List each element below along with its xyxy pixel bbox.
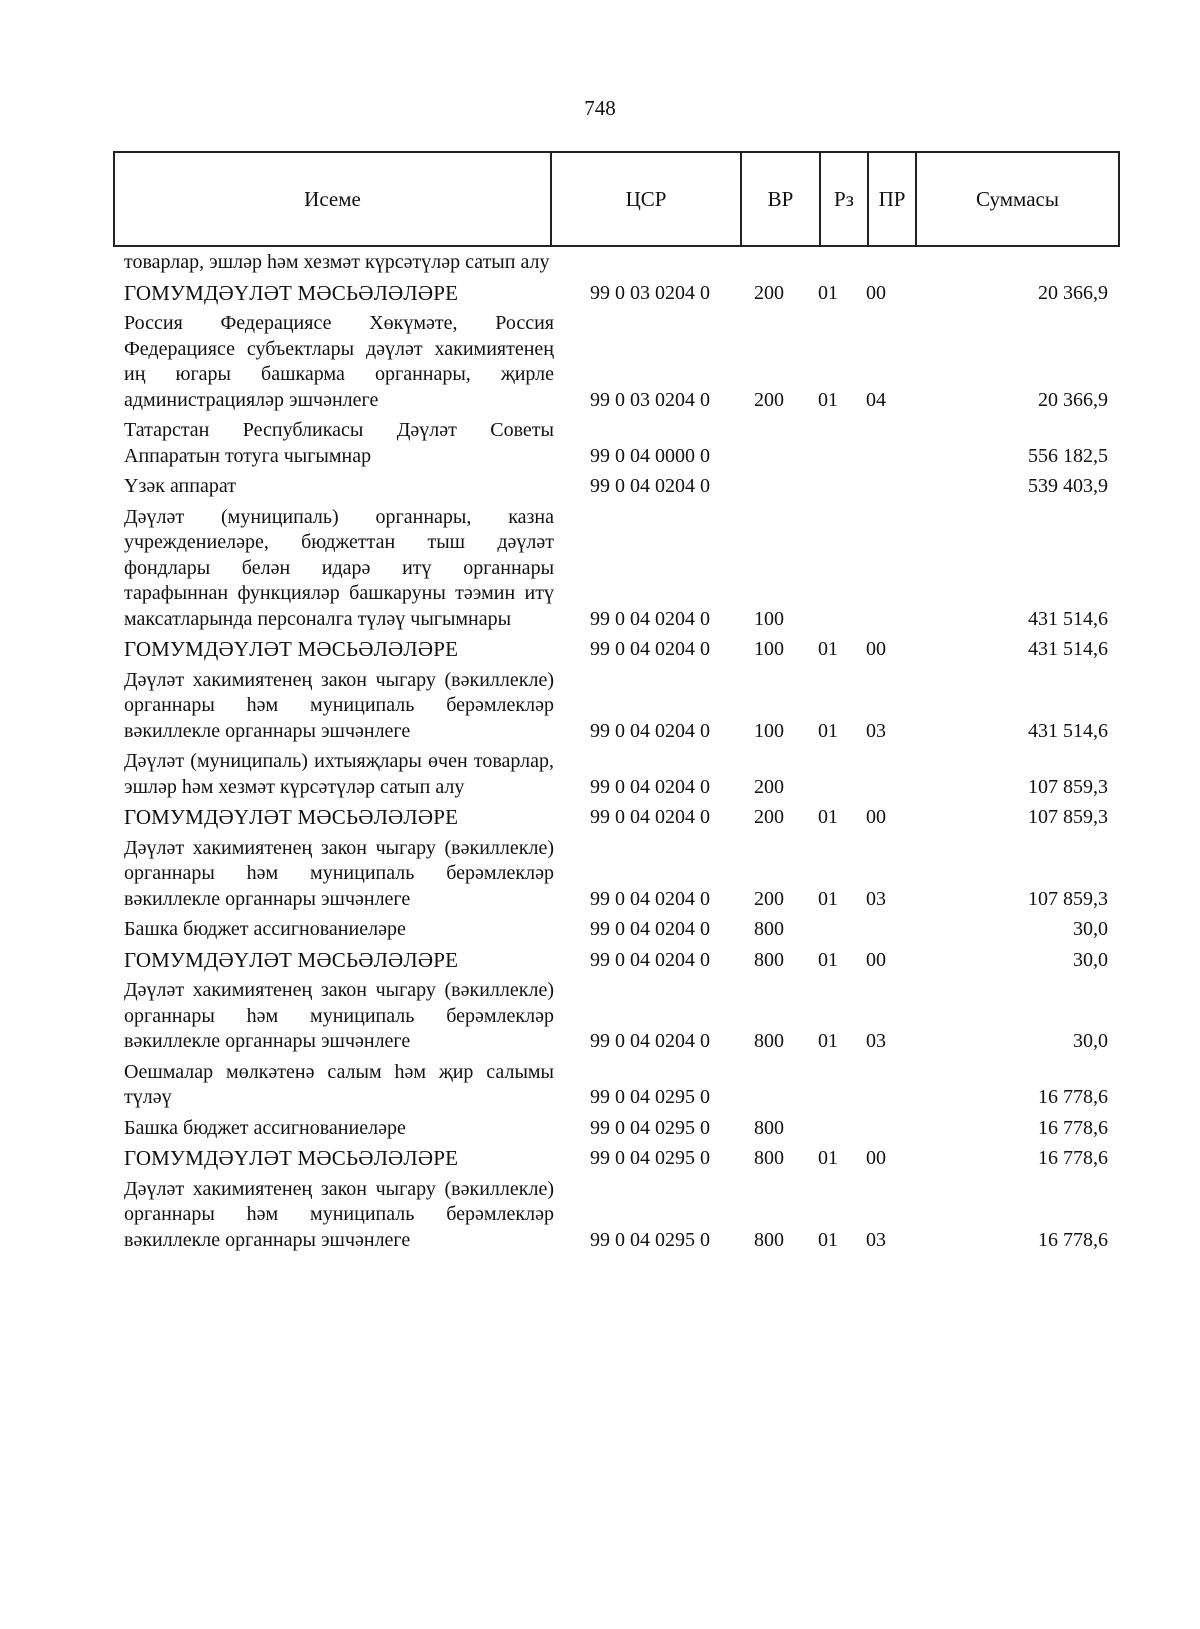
row-sum: 431 514,6: [1028, 607, 1108, 630]
table-row: [124, 505, 1120, 633]
table-row: [124, 978, 1120, 1055]
row-vr: 200: [754, 281, 784, 304]
row-vr: 800: [754, 1116, 784, 1139]
row-name: Башка бюджет ассигнованиеләре: [124, 918, 406, 940]
column-header-name: Исеме: [115, 153, 552, 245]
table-row: [124, 311, 1120, 413]
row-csr: 99 0 04 0204 0: [590, 918, 710, 940]
row-sum: 30,0: [1073, 948, 1108, 971]
row-name: ГОМУМДӘҮЛӘТ МӘСЬӘЛӘЛӘРЕ: [124, 280, 459, 305]
row-vr: 800: [754, 1228, 784, 1251]
row-name: Үзәк аппарат: [124, 475, 236, 497]
row-name: Россия Федерациясе Хөкүмәте, Россия Федерациясе субъектлары дәүләт хакимиятенең иң югары башкарма органнары, җирле администрацияләр эшчәнлеге: [124, 312, 554, 411]
table-body: [124, 250, 1120, 1253]
table-row: [124, 1177, 1120, 1254]
row-name: Башка бюджет ассигнованиеләре: [124, 1116, 406, 1139]
row-name: ГОМУМДӘҮЛӘТ МӘСЬӘЛӘЛӘРЕ: [124, 637, 459, 661]
row-name: Дәүләт хакимиятенең закон чыгару (вәкиллекле) органнары һәм муниципаль берәмлекләр вәкиллекле органнары эшчәнлеге: [124, 979, 554, 1052]
row-vr: 200: [754, 887, 784, 910]
row-pr: 03: [866, 1228, 886, 1251]
row-csr: 99 0 04 0204 0: [590, 806, 710, 828]
table-row: [124, 668, 1120, 745]
row-rz: 01: [818, 806, 838, 828]
row-csr: 99 0 04 0295 0: [590, 1116, 710, 1139]
table-row: [124, 418, 1120, 469]
row-sum: 539 403,9: [1028, 475, 1108, 497]
table-row: [124, 836, 1120, 913]
row-pr: 00: [866, 638, 886, 660]
row-vr: 800: [754, 948, 784, 971]
row-pr: 00: [866, 281, 886, 304]
row-csr: 99 0 04 0204 0: [590, 638, 710, 660]
row-sum: 16 778,6: [1038, 1116, 1108, 1139]
table-row: [124, 917, 1120, 943]
row-sum: 16 778,6: [1038, 1147, 1108, 1169]
row-sum: 107 859,3: [1028, 887, 1108, 910]
row-pr: 00: [866, 806, 886, 828]
table-row: [124, 250, 1120, 276]
row-sum: 431 514,6: [1028, 719, 1108, 742]
row-vr: 800: [754, 1030, 784, 1052]
row-csr: 99 0 04 0204 0: [590, 719, 710, 742]
row-csr: 99 0 03 0204 0: [590, 388, 710, 411]
row-vr: 100: [754, 607, 784, 630]
row-name: ГОМУМДӘҮЛӘТ МӘСЬӘЛӘЛӘРЕ: [124, 1146, 459, 1170]
row-rz: 01: [818, 1147, 838, 1169]
row-csr: 99 0 04 0295 0: [590, 1147, 710, 1169]
column-header-vr: ВР: [742, 153, 821, 245]
row-name: Дәүләт хакимиятенең закон чыгару (вәкиллекле) органнары һәм муниципаль берәмлекләр вәкиллекле органнары эшчәнлеге: [124, 836, 554, 910]
row-pr: 03: [866, 1030, 886, 1052]
row-sum: 20 366,9: [1038, 388, 1108, 411]
row-name: Дәүләт хакимиятенең закон чыгару (вәкиллекле) органнары һәм муниципаль берәмлекләр вәкиллекле органнары эшчәнлеге: [124, 1177, 554, 1251]
row-name: Татарстан Республикасы Дәүләт Советы Аппаратын тотуга чыгымнар: [124, 419, 554, 467]
table-row: [124, 637, 1120, 663]
row-csr: 99 0 04 0204 0: [590, 607, 710, 630]
row-csr: 99 0 04 0204 0: [590, 887, 710, 910]
row-csr: 99 0 04 0204 0: [590, 775, 710, 798]
column-header-rz: Рз: [821, 153, 869, 245]
row-sum: 107 859,3: [1028, 775, 1108, 798]
row-vr: 200: [754, 806, 784, 828]
row-sum: 556 182,5: [1028, 444, 1108, 467]
row-rz: 01: [818, 948, 838, 971]
row-vr: 100: [754, 719, 784, 742]
row-rz: 01: [818, 719, 838, 742]
table-row: [124, 805, 1120, 831]
row-pr: 04: [866, 388, 886, 411]
row-sum: 30,0: [1073, 1030, 1108, 1052]
table-header: [113, 151, 1120, 247]
row-sum: 20 366,9: [1038, 281, 1108, 304]
page-number: 748: [584, 96, 616, 120]
row-rz: 01: [818, 887, 838, 910]
row-sum: 431 514,6: [1028, 638, 1108, 660]
table-row: [124, 749, 1120, 800]
row-csr: 99 0 04 0204 0: [590, 948, 710, 971]
row-vr: 200: [754, 775, 784, 798]
row-csr: 99 0 04 0000 0: [590, 444, 710, 467]
column-header-pr: ПР: [869, 153, 917, 245]
row-sum: 107 859,3: [1028, 806, 1108, 828]
row-vr: 200: [754, 388, 784, 411]
table-row: [124, 1146, 1120, 1172]
row-vr: 100: [754, 638, 784, 660]
row-sum: 30,0: [1073, 918, 1108, 940]
table-row: [124, 1060, 1120, 1111]
row-sum: 16 778,6: [1038, 1086, 1108, 1108]
row-csr: 99 0 04 0295 0: [590, 1086, 710, 1108]
table-row: [124, 281, 1120, 307]
row-vr: 800: [754, 1147, 784, 1169]
row-vr: 800: [754, 918, 784, 940]
row-name: Дәүләт хакимиятенең закон чыгару (вәкиллекле) органнары һәм муниципаль берәмлекләр вәкиллекле органнары эшчәнлеге: [124, 668, 554, 742]
row-csr: 99 0 04 0295 0: [590, 1228, 710, 1251]
row-rz: 01: [818, 1228, 838, 1251]
row-rz: 01: [818, 388, 838, 411]
column-header-csr: ЦСР: [552, 153, 742, 245]
row-rz: 01: [818, 638, 838, 660]
row-name: товарлар, эшләр һәм хезмәт күрсәтүләр сатып алу: [124, 251, 550, 273]
row-csr: 99 0 03 0204 0: [590, 281, 710, 304]
row-name: Дәүләт (муниципаль) ихтыяҗлары өчен товарлар, эшләр һәм хезмәт күрсәтүләр сатып алу: [124, 750, 554, 798]
row-name: ГОМУМДӘҮЛӘТ МӘСЬӘЛӘЛӘРЕ: [124, 805, 459, 829]
row-sum: 16 778,6: [1038, 1228, 1108, 1251]
row-csr: 99 0 04 0204 0: [590, 1030, 710, 1052]
row-pr: 03: [866, 887, 886, 910]
row-rz: 01: [818, 1030, 838, 1052]
row-name: Оешмалар мөлкәтенә салым һәм җир салымы түләү: [124, 1060, 554, 1108]
row-pr: 03: [866, 719, 886, 742]
table-row: [124, 1116, 1120, 1142]
table-row: [124, 474, 1120, 500]
row-csr: 99 0 04 0204 0: [590, 475, 710, 497]
column-header-sum: Суммасы: [976, 186, 1059, 211]
row-name: ГОМУМДӘҮЛӘТ МӘСЬӘЛӘЛӘРЕ: [124, 947, 459, 972]
row-rz: 01: [818, 281, 838, 304]
table-row: [124, 948, 1120, 974]
row-pr: 00: [866, 1147, 886, 1169]
row-pr: 00: [866, 948, 886, 971]
row-name: Дәүләт (муниципаль) органнары, казна учреждениеләре, бюджеттан тыш дәүләт фондлары белән идарә итү органнары тарафыннан функцияләр башкаруны тәэмин итү максатларында персоналга түләү чыгымнары: [124, 505, 554, 630]
